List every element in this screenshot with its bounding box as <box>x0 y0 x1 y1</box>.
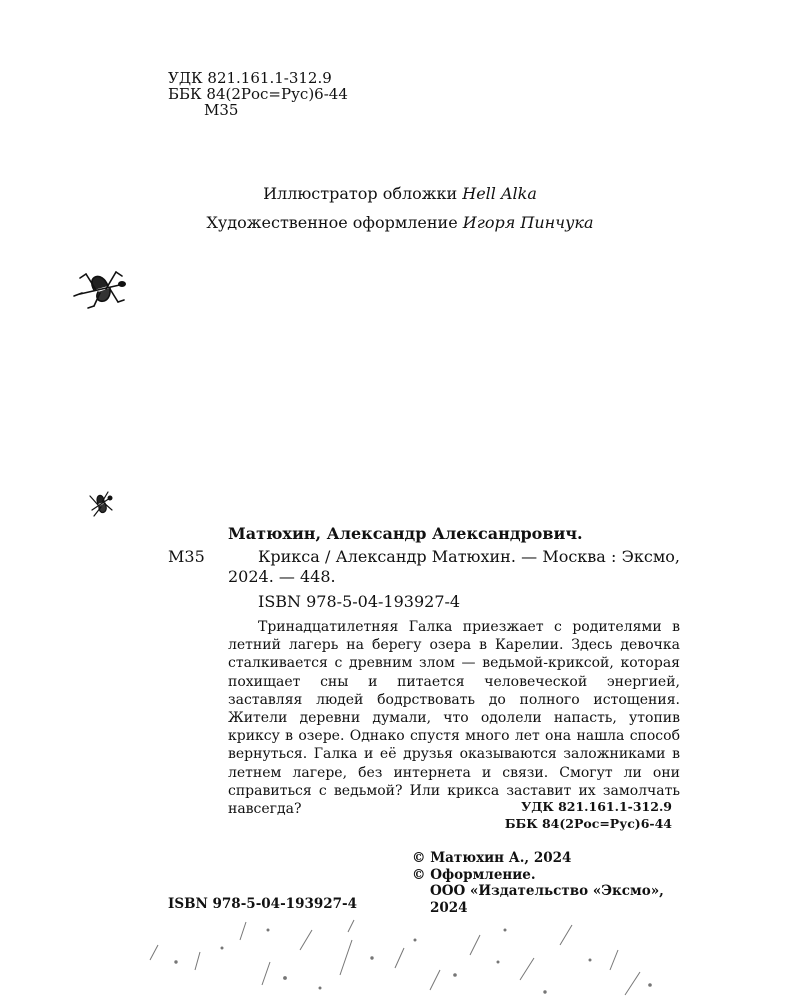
udk-code: УДК 821.161.1-312.9 <box>168 69 332 87</box>
cover-illustrator-credit <box>0 184 800 203</box>
author-heading: Матюхин, Александр Александрович. <box>228 524 583 543</box>
design-name: Игоря Пинчука <box>462 213 594 232</box>
classification-codes-bottom <box>480 798 672 832</box>
isbn-bottom: ISBN 978-5-04-193927-4 <box>168 896 358 912</box>
small-mosquito-icon <box>86 490 116 518</box>
isbn-bib: ISBN 978-5-04-193927-4 <box>258 592 461 611</box>
design-credit <box>0 213 800 232</box>
copyright-design-label: © Оформление. <box>412 866 536 883</box>
title-line: Крикса / Александр Матюхин. — Москва : Эксмо, 2024. — 448. <box>228 547 680 586</box>
author-mark: М35 <box>204 101 239 119</box>
cover-illustrator-label: Иллюстратор обложки <box>263 184 458 203</box>
copyright-publisher: ООО «Издательство «Эксмо», <box>430 883 664 899</box>
bbk-code-bottom: ББК 84(2Рос=Рус)6-44 <box>504 816 672 831</box>
cover-illustrator-name: Hell Alka <box>462 184 537 203</box>
design-label: Художественное оформление <box>206 213 458 232</box>
annotation: Тринадцатилетняя Галка приезжает с родителями в летний лагерь на берегу озера в Карелии. Здесь девочка сталкивается с древним злом — ведьмой-криксой, которая похищает сны и питается человеческой энергией, заставляя людей бодрствовать до полного истощения. Жители деревни думали, что одолели напасть, утопив криксу в озере. Однако спустя много лет она нашла способ вернуться. Галка и её друзья оказываются заложниками в летнем лагере, без интернета и связи. Смогут ли они справиться с ведьмой? Или крикса заставит их замолчать навсегда? <box>228 619 680 818</box>
copyright-author: © Матюхин А., 2024 <box>412 850 572 866</box>
udk-code-bottom: УДК 821.161.1-312.9 <box>521 799 672 814</box>
author-mark-bib: М35 <box>168 547 205 566</box>
bbk-code: ББК 84(2Рос=Рус)6-44 <box>168 85 348 103</box>
classification-codes-top <box>168 70 348 118</box>
copyright-year: 2024 <box>430 899 468 916</box>
mosquito-icon <box>72 266 132 312</box>
grunge-texture <box>0 900 800 1000</box>
